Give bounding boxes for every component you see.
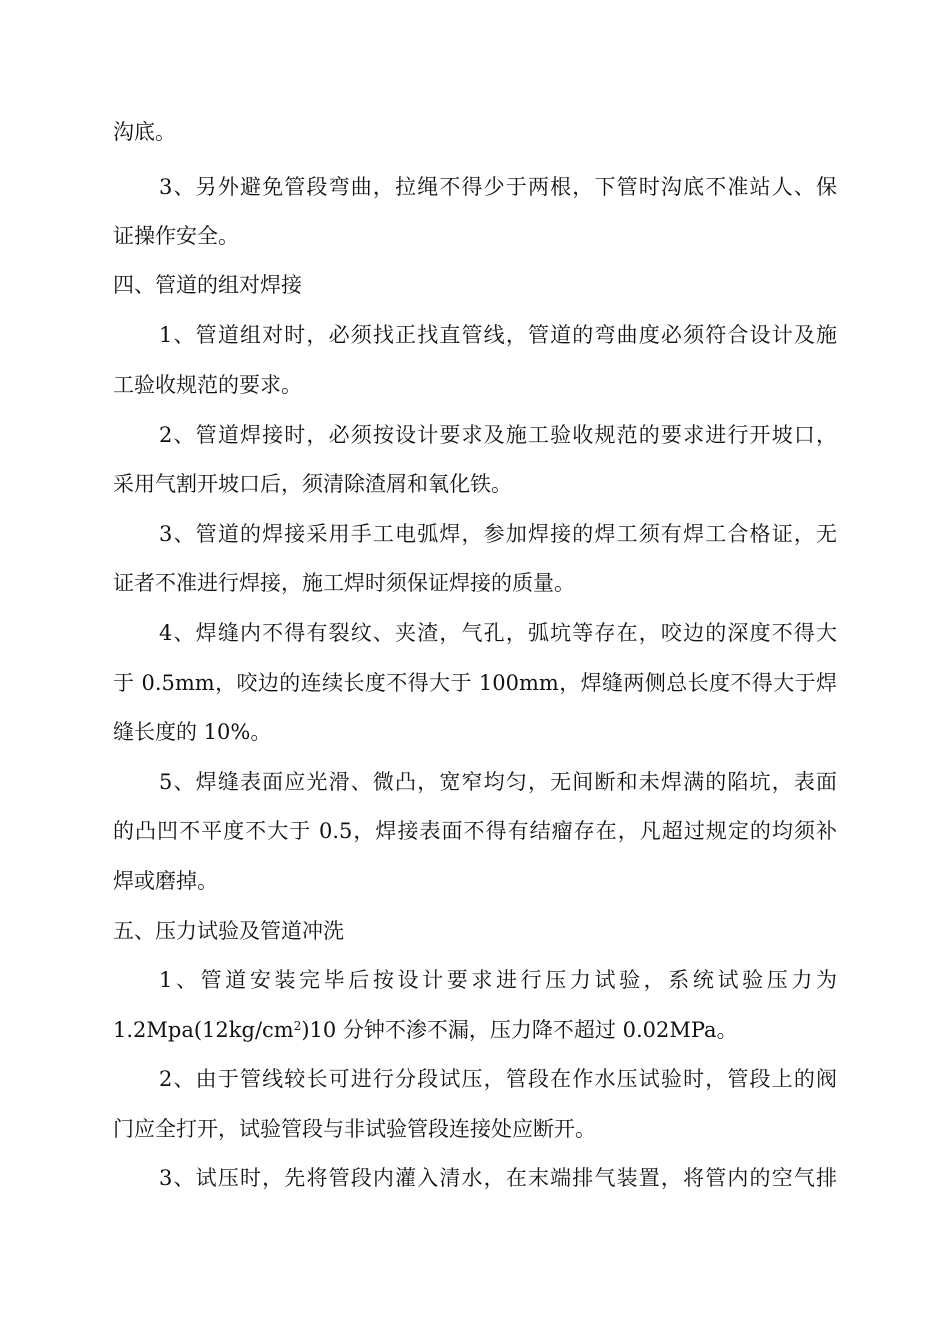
paragraph-line: 3、试压时，先将管段内灌入清水，在末端排气装置，将管内的空气排 xyxy=(159,1166,837,1190)
paragraph-line: 于 0.5mm，咬边的连续长度不得大于 100mm，焊缝两侧总长度不得大于焊 xyxy=(113,671,837,695)
paragraph-line: 5、焊缝表面应光滑、微凸，宽窄均匀，无间断和未焊满的陷坑，表面 xyxy=(159,770,837,794)
paragraph-line: 沟底。 xyxy=(113,120,176,144)
pressure-text-part2: )10 分钟不渗不漏，压力降不超过 0.02MPa。 xyxy=(301,1018,738,1042)
paragraph-line xyxy=(113,1015,738,1045)
paragraph-line: 1、管道安装完毕后按设计要求进行压力试验，系统试验压力为 xyxy=(159,968,837,992)
paragraph-line: 4、焊缝内不得有裂纹、夹渣，气孔，弧坑等存在，咬边的深度不得大 xyxy=(159,621,837,645)
pressure-text-part1: 1.2Mpa(12kg/cm xyxy=(113,1018,294,1042)
paragraph-line: 1、管道组对时，必须找正找直管线，管道的弯曲度必须符合设计及施 xyxy=(159,323,837,347)
paragraph-line: 的凸凹不平度不大于 0.5，焊接表面不得有结瘤存在，凡超过规定的均须补 xyxy=(113,819,837,843)
section-heading: 五、压力试验及管道冲洗 xyxy=(113,919,344,943)
paragraph-line: 3、管道的焊接采用手工电弧焊，参加焊接的焊工须有焊工合格证，无 xyxy=(159,522,837,546)
paragraph-line: 门应全打开，试验管段与非试验管段连接处应断开。 xyxy=(113,1117,596,1141)
paragraph-line: 采用气割开坡口后，须清除渣屑和氧化铁。 xyxy=(113,472,512,496)
paragraph-line: 缝长度的 10%。 xyxy=(113,720,272,744)
paragraph-line: 证操作安全。 xyxy=(113,224,239,248)
section-heading: 四、管道的组对焊接 xyxy=(113,273,302,297)
paragraph-line: 焊或磨掉。 xyxy=(113,869,218,893)
paragraph-line: 2、管道焊接时，必须按设计要求及施工验收规范的要求进行开坡口， xyxy=(159,423,837,447)
paragraph-line: 工验收规范的要求。 xyxy=(113,373,302,397)
paragraph-line: 证者不准进行焊接，施工焊时须保证焊接的质量。 xyxy=(113,571,575,595)
superscript-two: 2 xyxy=(293,1019,302,1033)
paragraph-line: 3、另外避免管段弯曲，拉绳不得少于两根，下管时沟底不准站人、保 xyxy=(159,175,837,199)
paragraph-line: 2、由于管线较长可进行分段试压，管段在作水压试验时，管段上的阀 xyxy=(159,1067,837,1091)
